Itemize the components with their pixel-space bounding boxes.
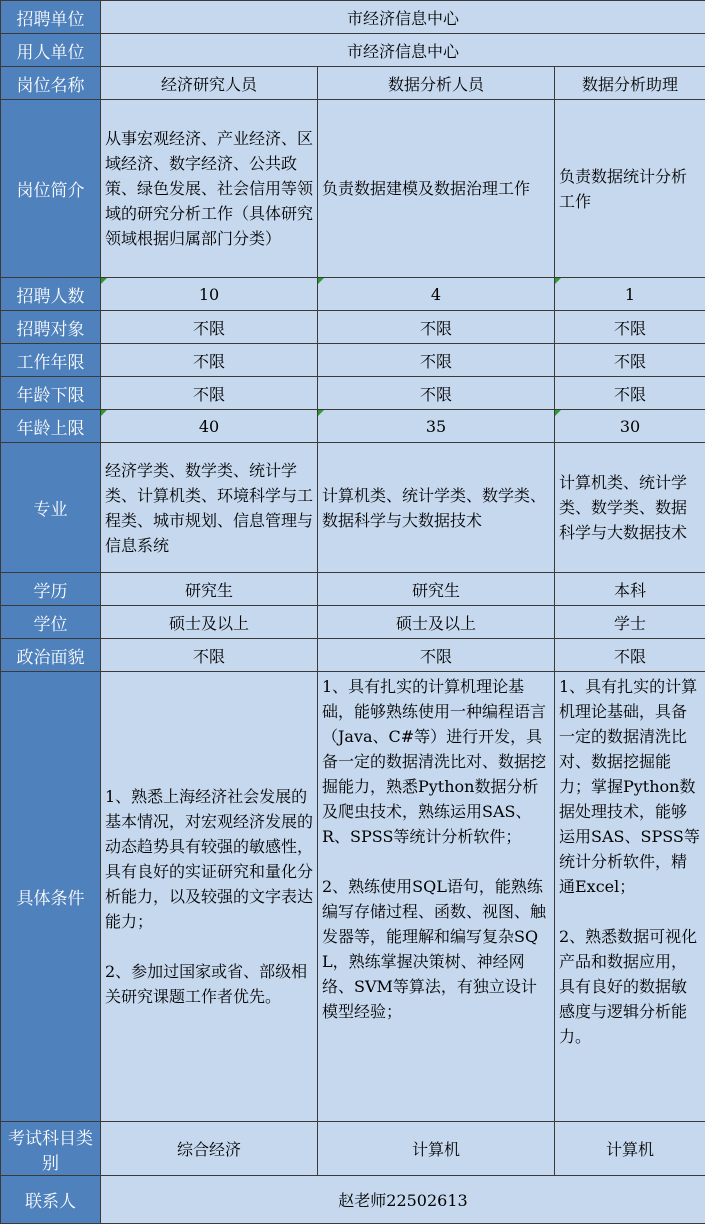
label-degree: 学位 <box>1 606 101 639</box>
label-contact: 联系人 <box>1 1176 101 1224</box>
target-3: 不限 <box>555 311 705 344</box>
conditions-1: 1、熟悉上海经济社会发展的基本情况，对宏观经济发展的动态趋势具有较强的敏感性，具有良好的实证研究和量化分析能力，以及较强的文字表达能力； 2、参加过国家或省、部级相关研究课题工作者优先。 <box>101 672 318 1122</box>
row-unit <box>1 1 705 34</box>
years-2: 不限 <box>318 344 555 377</box>
row-position <box>1 67 705 100</box>
value-employer: 市经济信息中心 <box>101 34 705 67</box>
row-age-max <box>1 410 705 443</box>
label-target: 招聘对象 <box>1 311 101 344</box>
intro-2: 负责数据建模及数据治理工作 <box>318 100 555 278</box>
politics-3: 不限 <box>555 639 705 672</box>
age-min-1: 不限 <box>101 377 318 410</box>
row-age-min <box>1 377 705 410</box>
label-age-max: 年龄上限 <box>1 410 101 443</box>
education-1: 研究生 <box>101 573 318 606</box>
exam-2: 计算机 <box>318 1122 555 1176</box>
intro-3: 负责数据统计分析工作 <box>555 100 705 278</box>
major-2: 计算机类、统计学类、数学类、数据科学与大数据技术 <box>318 443 555 573</box>
exam-3: 计算机 <box>555 1122 705 1176</box>
degree-3: 学士 <box>555 606 705 639</box>
education-2: 研究生 <box>318 573 555 606</box>
position-2: 数据分析人员 <box>318 67 555 100</box>
politics-1: 不限 <box>101 639 318 672</box>
row-years <box>1 344 705 377</box>
politics-2: 不限 <box>318 639 555 672</box>
label-exam: 考试科目类别 <box>1 1122 101 1176</box>
label-conditions: 具体条件 <box>1 672 101 1122</box>
label-age-min: 年龄下限 <box>1 377 101 410</box>
headcount-3: 1 <box>555 278 705 311</box>
age-max-3: 30 <box>555 410 705 443</box>
label-education: 学历 <box>1 573 101 606</box>
years-1: 不限 <box>101 344 318 377</box>
row-education <box>1 573 705 606</box>
row-degree <box>1 606 705 639</box>
target-2: 不限 <box>318 311 555 344</box>
degree-2: 硕士及以上 <box>318 606 555 639</box>
years-3: 不限 <box>555 344 705 377</box>
label-intro: 岗位简介 <box>1 100 101 278</box>
value-unit: 市经济信息中心 <box>101 1 705 34</box>
label-years: 工作年限 <box>1 344 101 377</box>
label-politics: 政治面貌 <box>1 639 101 672</box>
intro-1: 从事宏观经济、产业经济、区域经济、数字经济、公共政策、绿色发展、社会信用等领域的研究分析工作（具体研究领域根据归属部门分类） <box>101 100 318 278</box>
value-contact: 赵老师22502613 <box>101 1176 705 1224</box>
position-3: 数据分析助理 <box>555 67 705 100</box>
row-headcount <box>1 278 705 311</box>
label-position: 岗位名称 <box>1 67 101 100</box>
conditions-3: 1、具有扎实的计算机理论基础，具备一定的数据清洗比对、数据挖掘能力；掌握Python数据处理技术，能够运用SAS、SPSS等统计分析软件，精通Excel； 2、熟悉数据可视化产品和数据应用，具有良好的数据敏感度与逻辑分析能力。 <box>555 672 705 1122</box>
major-3: 计算机类、统计学类、数学类、数据科学与大数据技术 <box>555 443 705 573</box>
education-3: 本科 <box>555 573 705 606</box>
target-1: 不限 <box>101 311 318 344</box>
row-target <box>1 311 705 344</box>
headcount-1: 10 <box>101 278 318 311</box>
label-unit: 招聘单位 <box>1 1 101 34</box>
row-conditions <box>1 672 705 1122</box>
label-major: 专业 <box>1 443 101 573</box>
age-max-2: 35 <box>318 410 555 443</box>
position-1: 经济研究人员 <box>101 67 318 100</box>
label-employer: 用人单位 <box>1 34 101 67</box>
row-exam <box>1 1122 705 1176</box>
row-intro <box>1 100 705 278</box>
degree-1: 硕士及以上 <box>101 606 318 639</box>
label-headcount: 招聘人数 <box>1 278 101 311</box>
conditions-2: 1、具有扎实的计算机理论基础，能够熟练使用一种编程语言（Java、C#等）进行开发，具备一定的数据清洗比对、数据挖掘能力，熟悉Python数据分析及爬虫技术，熟练运用SAS、R、SPSS等统计分析软件； 2、熟练使用SQL语句，能熟练编写存储过程、函数、视图、触发器等，能理解和编写复杂SQL，熟练掌握决策树、神经网络、SVM等算法，有独立设计模型经验； <box>318 672 555 1122</box>
age-min-3: 不限 <box>555 377 705 410</box>
age-min-2: 不限 <box>318 377 555 410</box>
age-max-1: 40 <box>101 410 318 443</box>
headcount-2: 4 <box>318 278 555 311</box>
row-contact <box>1 1176 705 1224</box>
row-major <box>1 443 705 573</box>
exam-1: 综合经济 <box>101 1122 318 1176</box>
row-politics <box>1 639 705 672</box>
major-1: 经济学类、数学类、统计学类、计算机类、环境科学与工程类、城市规划、信息管理与信息系统 <box>101 443 318 573</box>
row-employer <box>1 34 705 67</box>
